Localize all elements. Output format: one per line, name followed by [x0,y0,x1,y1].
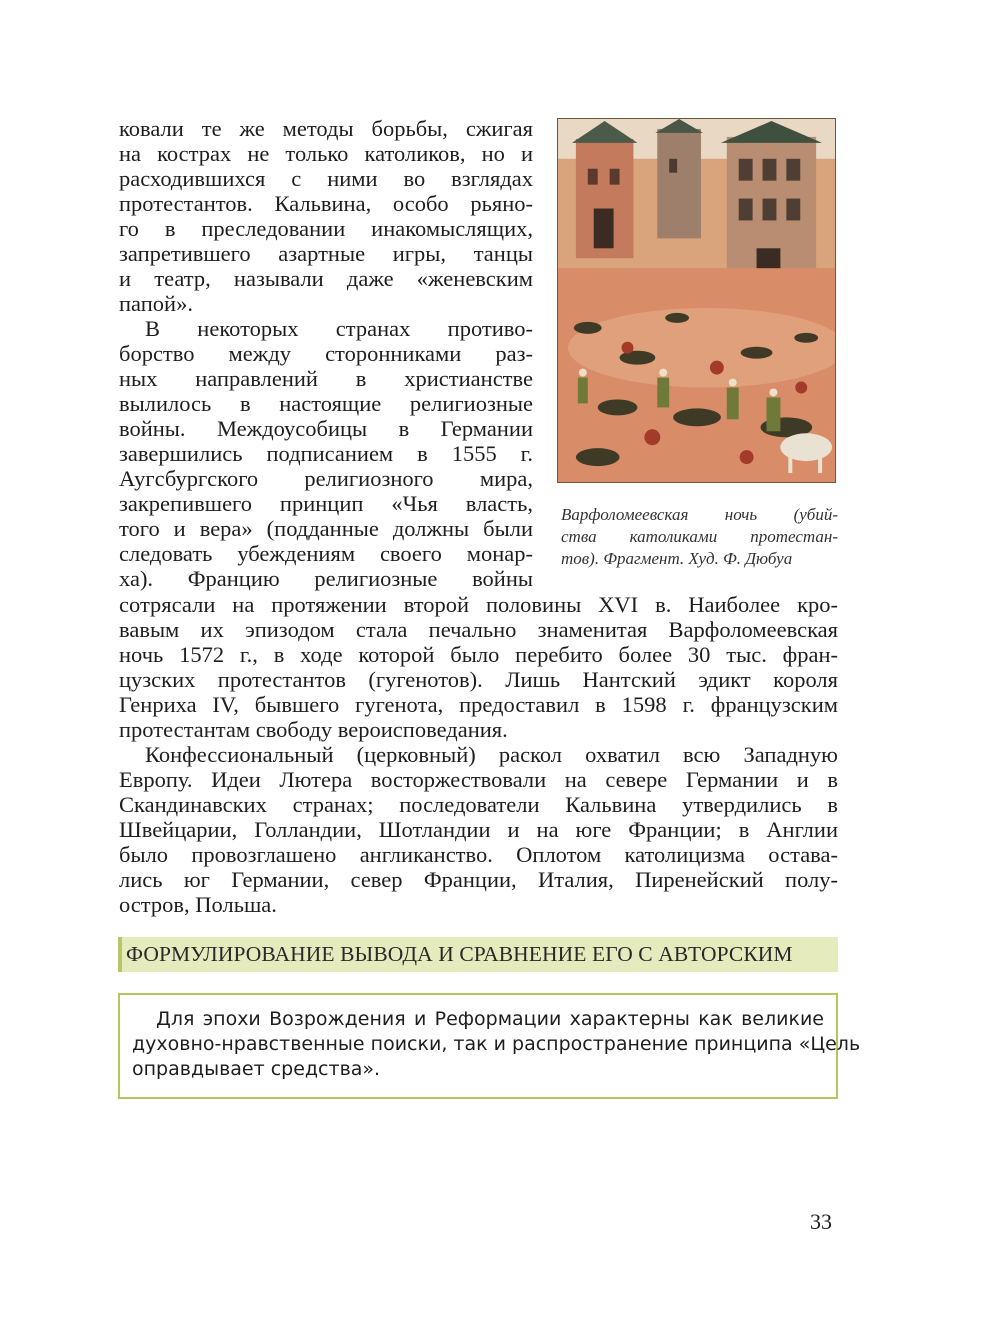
text-line: го в преследовании инакомыслящих, [119,216,533,241]
text-line: протестантов. Кальвина, особо рьяно- [119,191,533,216]
text-line: борство между сторонниками раз- [119,341,533,366]
text-line: завершились подписанием в 1555 г. [119,441,533,466]
text-line: запретившего азартные игры, танцы [119,241,533,266]
text-line: Конфессиональный (церковный) раскол охватил всю Западную [145,742,838,767]
text-line: и театр, называли даже «женевским [119,266,533,291]
text-line: Аугсбургского религиозного мира, [119,466,533,491]
text-line: сотрясали на протяжении второй половины XVI в. Наиболее кро- [119,592,838,617]
text-line: войны. Междоусобицы в Германии [119,416,533,441]
text-line: лись юг Германии, север Франции, Италия, Пиренейский полу- [119,867,838,892]
text-line: было провозглашено англиканство. Оплотом католицизма остава- [119,842,838,867]
figure-caption-line: ства католиками протестан- [561,527,838,546]
figure-caption-line: Варфоломеевская ночь (убий- [561,505,838,524]
page-number: 33 [810,1209,832,1234]
text-line: того и вера» (подданные должны были [119,516,533,541]
text-line: вавым их эпизодом стала печально знаменитая Варфоломеевская [119,617,838,642]
text-line: Скандинавских странах; последователи Кальвина утвердились в [119,792,838,817]
text-line: Генриха IV, бывшего гугенота, предоставил в 1598 г. французским [119,692,838,717]
text-line: расходившихся с ними во взглядах [119,166,533,191]
text-line: на кострах не только католиков, но и [119,141,533,166]
text-line: Европу. Идеи Лютера восторжествовали на севере Германии и в [119,767,838,792]
text-line: вылилось в настоящие религиозные [119,391,533,416]
text-line: закрепившего принцип «Чья власть, [119,491,533,516]
painting-illustration [557,118,836,483]
text-line: остров, Польша. [119,892,277,917]
text-line: протестантам свободу вероисповедания. [119,717,508,742]
text-line: Швейцарии, Голландии, Шотландии и на юге Франции; в Англии [119,817,838,842]
text-line: папой». [119,291,193,316]
text-line: ночь 1572 г., в ходе которой было перебито более 30 тыс. фран- [119,642,838,667]
figure-caption-line: тов). Фрагмент. Худ. Ф. Дюбуа [561,549,793,568]
text-line: следовать убеждениям своего монар- [119,541,533,566]
text-line: цузских протестантов (гугенотов). Лишь Нантский эдикт короля [119,667,838,692]
conclusion-line: Для эпохи Возрождения и Реформации характерны как великие [156,1008,824,1030]
conclusion-line: духовно-нравственные поиски, так и распространение принципа «Цель [132,1033,861,1055]
text-line: ных направлений в христианстве [119,366,533,391]
text-line: ха). Францию религиозные войны [119,566,533,591]
conclusion-line: оправдывает средства». [132,1058,381,1080]
text-line: В некоторых странах противо- [145,316,533,341]
section-heading: ФОРМУЛИРОВАНИЕ ВЫВОДА И СРАВНЕНИЕ ЕГО С АВТОРСКИМ [118,937,838,972]
painting-artwork [558,119,835,482]
text-line: ковали те же методы борьбы, сжигая [119,116,533,141]
